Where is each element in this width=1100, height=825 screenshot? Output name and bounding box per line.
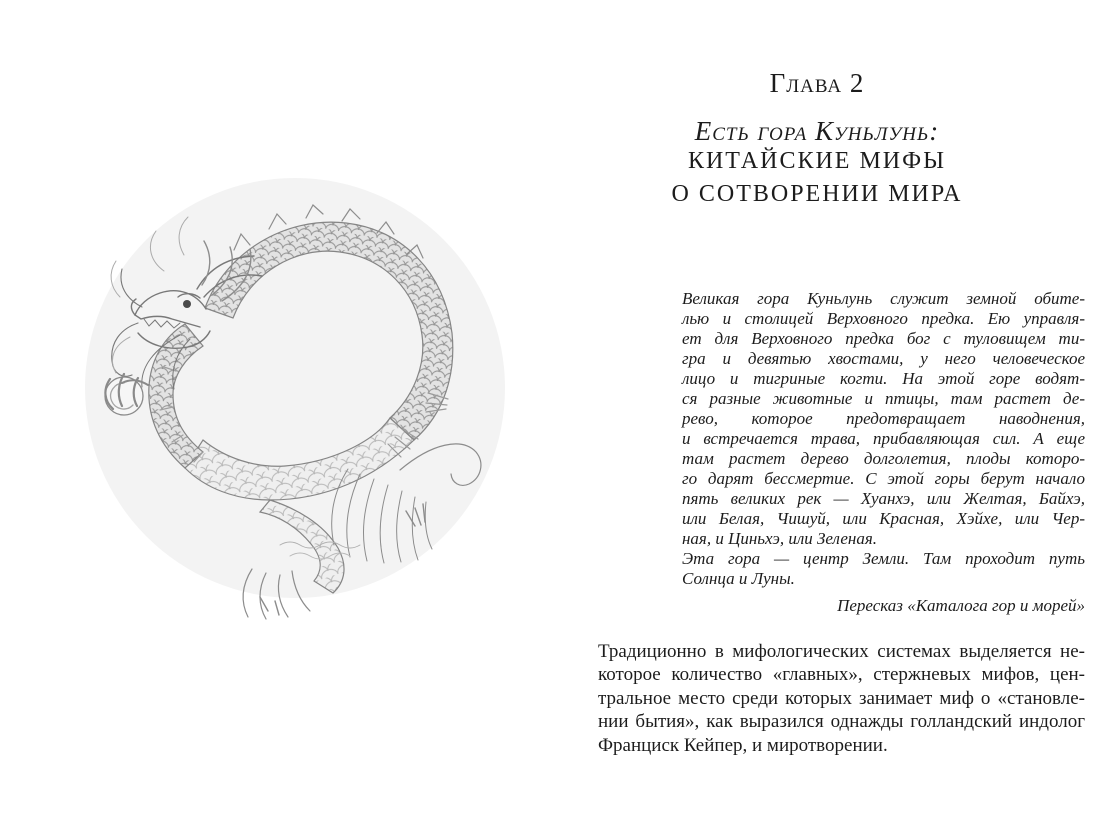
chapter-title-line1: Есть гора Куньлунь:: [694, 116, 940, 146]
chapter-label: Глава 2: [769, 68, 865, 98]
chapter-illustration: [84, 177, 506, 623]
chapter-title-line3: О СОТВОРЕНИИ МИРА: [671, 181, 963, 207]
epigraph-line: ет для Верховного предка бог с туловищем ти-: [682, 329, 1085, 348]
body-text-line: Традиционно в мифологических системах выделяется не-: [598, 641, 1085, 662]
body-text-line: Франциск Кейпер, и миротворении.: [598, 734, 888, 756]
epigraph-line: гра и девятью хвостами, у него человеческое: [682, 349, 1085, 368]
dragon-ink-drawing-icon: [84, 177, 506, 623]
epigraph-line: лицо и тигриные когти. На этой горе водят-: [682, 369, 1085, 388]
epigraph-line: го дарят бессмертие. С этой горы берут начало: [682, 469, 1085, 488]
body-paragraph-lines: [598, 640, 1085, 757]
epigraph-line: пять великих рек — Хуанхэ, или Желтая, Байхэ,: [682, 489, 1085, 508]
epigraph-attribution: Пересказ «Каталога гор и морей»: [837, 596, 1085, 615]
epigraph-line: ся разные животные и птицы, там растет де-: [682, 389, 1085, 408]
epigraph-line: лью и столицей Верховного предка. Ею управля-: [682, 309, 1085, 328]
epigraph-line: Эта гора — центр Земли. Там проходит путь: [682, 549, 1085, 568]
epigraph-line: Солнца и Луны.: [682, 569, 795, 588]
epigraph-quote: [682, 289, 1085, 616]
body-paragraph: [598, 640, 1085, 757]
epigraph-line: Великая гора Куньлунь служит земной обите-: [682, 289, 1085, 308]
epigraph-line: и встречается трава, прибавляющая сил. А еще: [682, 429, 1085, 448]
body-text-line: тральное место среди которых занимает миф о «становле-: [598, 687, 1085, 709]
epigraph-line: там растет дерево долголетия, плоды которо-: [682, 449, 1085, 468]
epigraph-lines: [682, 289, 1085, 589]
epigraph-line: рево, которое предотвращает наводнения,: [682, 409, 1085, 428]
chapter-heading: [556, 66, 1078, 209]
epigraph-line: или Белая, Чишуй, или Красная, Хэйхе, или Чер-: [682, 509, 1085, 528]
chapter-title-line2: КИТАЙСКИЕ МИФЫ: [687, 148, 947, 174]
epigraph-line: ная, и Циньхэ, или Зеленая.: [682, 529, 878, 548]
body-text-line: нии бытия», как выразился однажды голландский индолог: [598, 711, 1085, 733]
body-text-line: которое количество «главных», стержневых мифов, цен-: [598, 664, 1085, 686]
